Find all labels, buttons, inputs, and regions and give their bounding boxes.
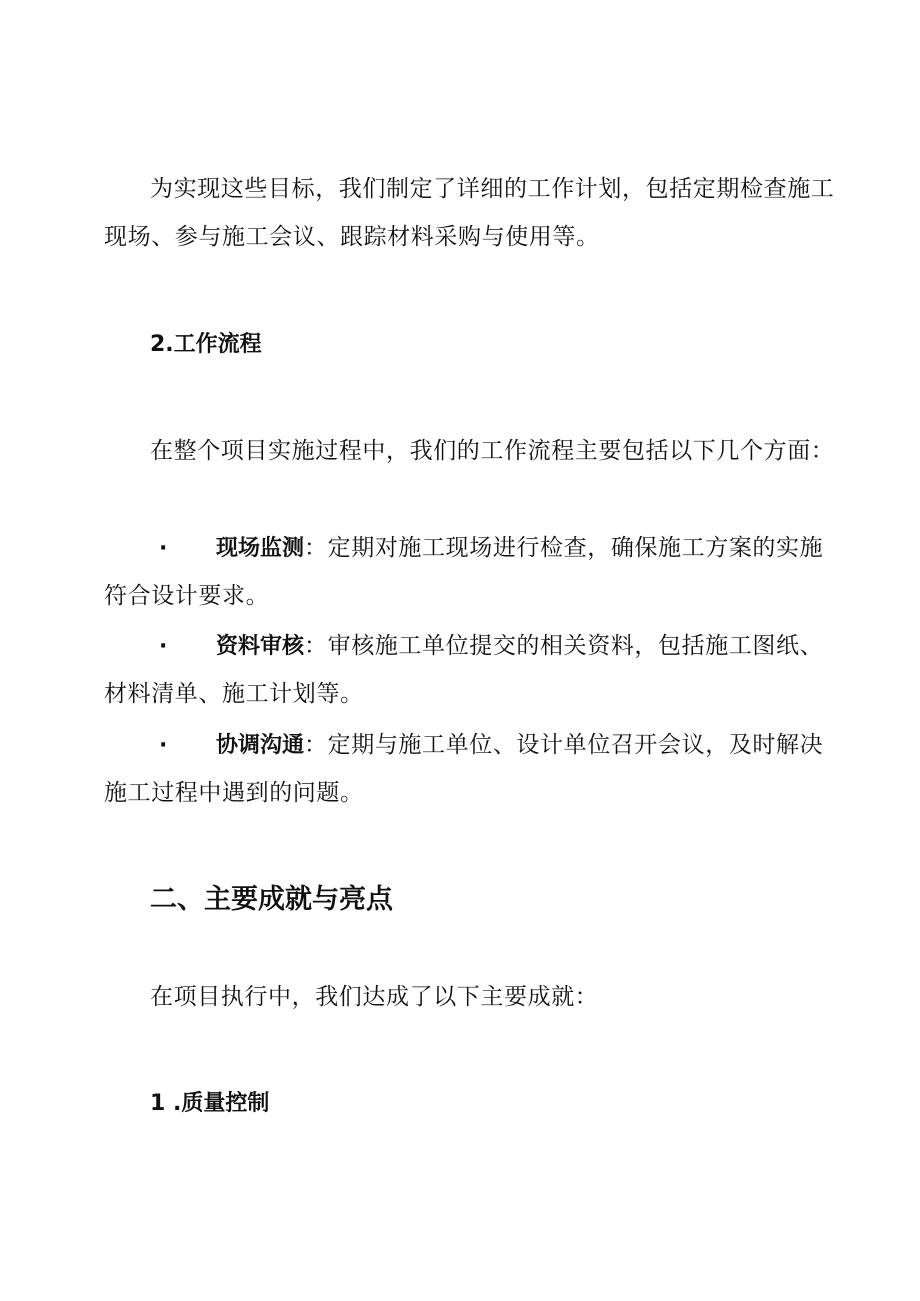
bullet-continuation: 符合设计要求。 xyxy=(104,583,270,609)
paragraph-line: 在整个项目实施过程中，我们的工作流程主要包括以下几个方面： xyxy=(150,438,835,464)
bullet-continuation: 材料清单、施工计划等。 xyxy=(104,681,364,707)
sub-heading: 1 .质量控制 xyxy=(150,1091,270,1116)
bullet-text: ：定期与施工单位、设计单位召开会议，及时解决 xyxy=(304,732,824,758)
paragraph-line: 在项目执行中，我们达成了以下主要成就： xyxy=(150,984,599,1010)
bullet-marker: · xyxy=(159,733,168,758)
bullet-item xyxy=(104,537,823,560)
bullet-item xyxy=(104,635,823,658)
bullet-marker: · xyxy=(159,536,168,561)
bullet-marker: · xyxy=(159,634,168,659)
paragraph-line: 为实现这些目标，我们制定了详细的工作计划，包括定期检查施工 xyxy=(150,176,835,202)
bullet-text: ：审核施工单位提交的相关资料，包括施工图纸、 xyxy=(304,633,824,659)
bullet-term: 资料审核 xyxy=(216,634,305,659)
chapter-heading: 二、主要成就与亮点 xyxy=(150,884,393,915)
bullet-term: 协调沟通 xyxy=(216,733,305,758)
bullet-continuation: 施工过程中遇到的问题。 xyxy=(104,780,364,806)
bullet-text: ：定期对施工现场进行检查，确保施工方案的实施 xyxy=(304,535,824,561)
paragraph-line: 现场、参与施工会议、跟踪材料采购与使用等。 xyxy=(104,224,600,250)
bullet-item xyxy=(104,734,823,757)
section-heading: 2.工作流程 xyxy=(150,332,262,357)
bullet-term: 现场监测 xyxy=(216,536,305,561)
